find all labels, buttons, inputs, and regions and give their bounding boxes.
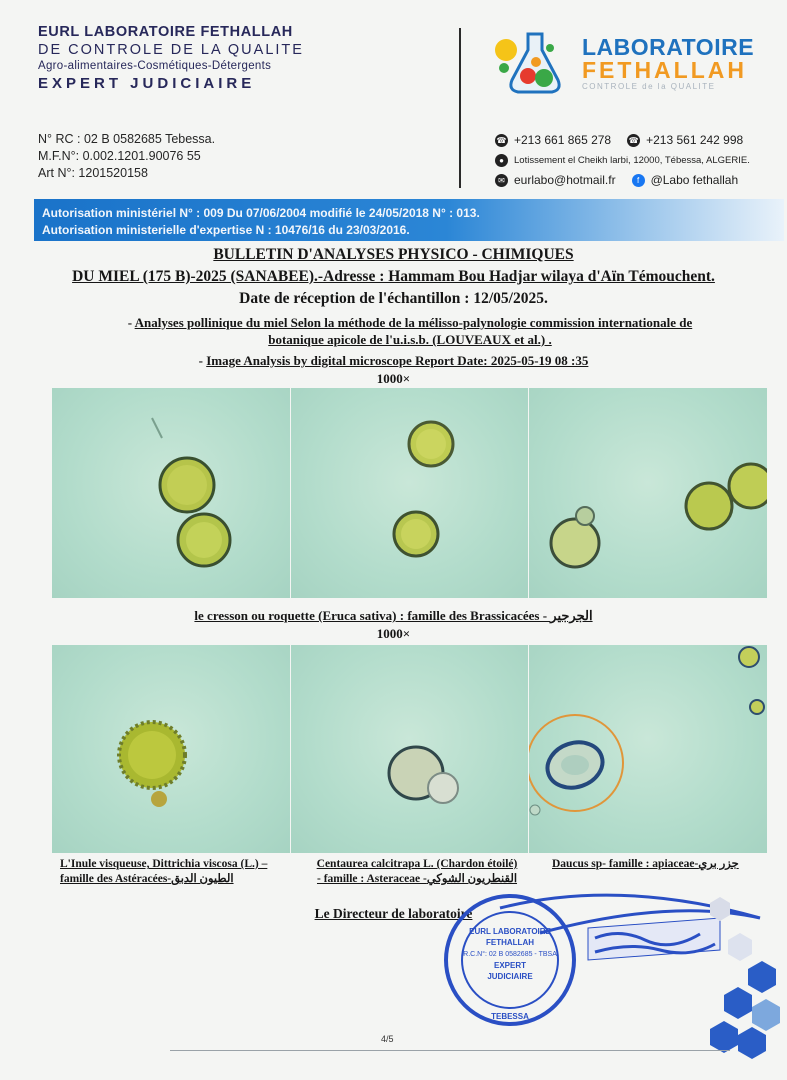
hexagon-decoration-icon — [700, 895, 787, 1065]
micrograph-image — [52, 645, 290, 853]
caption-inula-line-2: famille des Astéracées-الطيون الدبق — [60, 873, 234, 885]
brand-line-3: CONTROLE de la QUALITE — [582, 82, 716, 91]
company-block — [38, 24, 338, 92]
header-divider — [459, 28, 461, 188]
stamp-line-4: EXPERT — [493, 961, 527, 970]
authorization-line-2: Autorisation ministerielle d'expertise N : 10476/16 du 23/03/2016. — [42, 223, 410, 237]
facebook-icon: f — [632, 174, 645, 187]
brand-block — [582, 34, 754, 91]
image-report-line: - Image Analysis by digital microscope Report Date: 2025-05-19 08 :35 — [198, 353, 589, 368]
caption-inula — [60, 857, 300, 887]
location-icon: ● — [495, 154, 508, 167]
facebook-handle[interactable]: @Labo fethallah — [650, 173, 739, 187]
micrograph-row-2 — [52, 645, 768, 853]
contact-block — [495, 130, 750, 190]
caption-centaurea — [302, 857, 532, 887]
phone-icon: ☎ — [496, 135, 507, 145]
micrograph-image — [291, 388, 529, 598]
footer-rule — [170, 1050, 730, 1051]
mail-icon: ✉ — [495, 174, 508, 187]
mf-number: M.F.N°: 0.002.1201.90076 55 — [38, 149, 201, 163]
caption-daucus — [552, 857, 767, 872]
address: Lotissement el Cheikh larbi, 12000, Tébessa, ALGERIE. — [514, 154, 750, 166]
phone-1: +213 661 865 278 — [514, 133, 612, 147]
phone-row — [495, 130, 750, 150]
magnification-label-1: 1000× — [376, 371, 411, 386]
registration-ids — [38, 131, 215, 182]
stamp-line-2: FETHALLAH — [486, 938, 534, 947]
phone-icon: ☎ — [628, 135, 639, 145]
company-subtitle: DE CONTROLE DE LA QUALITE — [38, 42, 304, 58]
address-row — [495, 150, 750, 170]
micrograph-image — [291, 645, 529, 853]
stamp-city: TEBESSA — [491, 1012, 529, 1021]
method-text: - Analyses pollinique du miel Selon la méthode de la mélisso-palynologie commission internationale de botanique apicole de l'u.i.s.b. (LOUVEAUX et al.) . — [127, 315, 693, 347]
phone-2: +213 561 242 998 — [646, 133, 744, 147]
reception-date: Date de réception de l'échantillon : 12/05/2025. — [239, 290, 548, 307]
micrograph-image — [529, 645, 767, 853]
caption-inula-line-1: L'Inule visqueuse, Dittrichia viscosa (L.) – — [60, 858, 268, 870]
rc-number: N° RC : 02 B 0582685 Tebessa. — [38, 132, 216, 146]
company-name: EURL LABORATOIRE FETHALLAH — [38, 24, 293, 40]
page-number: 4/5 — [381, 1034, 394, 1044]
email-row — [495, 170, 750, 190]
company-expert: EXPERT JUDICIAIRE — [38, 75, 256, 92]
authorization-line-1: Autorisation ministériel N° : 009 Du 07/06/2004 modifié le 24/05/2018 N° : 013. — [42, 206, 480, 220]
stamp-line-3: R.C.N°: 02 B 0582685 - TBSA — [463, 951, 557, 958]
stamp-line-5: JUDICIAIRE — [487, 972, 533, 981]
method-line-1: Analyses pollinique du miel Selon la méthode de la mélisso-palynologie commission internationale de — [134, 315, 693, 330]
report-title: BULLETIN D'ANALYSES PHYSICO - CHIMIQUES — [213, 246, 574, 263]
company-domains: Agro-alimentaires-Cosmétiques-Détergents — [38, 60, 272, 72]
micrograph-image — [52, 388, 290, 598]
caption-row-1 — [0, 608, 787, 624]
magnification-label-2: 1000× — [376, 626, 411, 641]
director-signature-label: Le Directeur de laboratoire — [314, 906, 473, 921]
flask-logo-icon — [492, 28, 572, 96]
brand-line-2: FETHALLAH — [582, 57, 747, 83]
brand-line-1: LABORATOIRE — [582, 34, 755, 60]
image-report-text: Image Analysis by digital microscope Report Date: 2025-05-19 08 :35 — [206, 353, 589, 368]
art-number: Art N°: 1201520158 — [38, 166, 148, 180]
caption-centaurea-line-1: Centaurea calcitrapa L. (Chardon étoilé) — [316, 858, 518, 870]
authorization-band — [34, 199, 784, 241]
micrograph-row-1 — [52, 388, 768, 598]
stamp-line-1: EURL LABORATOIRE — [469, 927, 551, 936]
sample-text: DU MIEL (175 B)-2025 (SANABEE).-Adresse : Hammam Bou Hadjar wilaya d'Aïn Témouchent. — [72, 268, 715, 285]
email[interactable]: eurlabo@hotmail.fr — [514, 173, 616, 187]
method-line-2: botanique apicole de l'u.i.s.b. (LOUVEAUX et al.) . — [268, 332, 552, 347]
caption-daucus-text: Daucus sp- famille : apiaceae-جزر بري — [552, 858, 739, 870]
micrograph-image — [529, 388, 767, 598]
caption-centaurea-line-2: - famille : Asteraceae -القنطريون الشوكي — [316, 873, 518, 885]
caption-row-1-text: le cresson ou roquette (Eruca sativa) : famille des Brassicacées - الجرجير — [194, 608, 593, 623]
sample-line — [0, 268, 787, 286]
